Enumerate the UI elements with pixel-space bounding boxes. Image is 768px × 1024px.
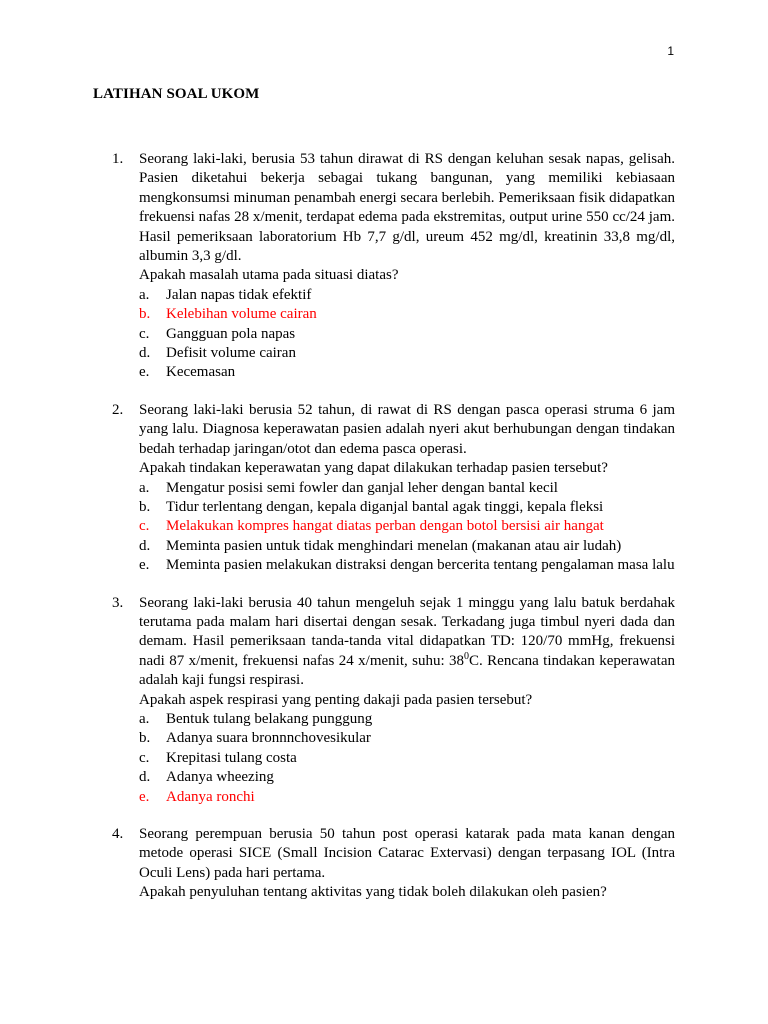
option-text: Defisit volume cairan: [166, 345, 296, 362]
option-c: [139, 325, 675, 344]
question-1: [0, 150, 768, 383]
option-d: [139, 344, 675, 363]
option-text: Jalan napas tidak efektif: [166, 286, 312, 303]
option-text: Kecemasan: [166, 364, 236, 381]
stem-text-continued: C. Rencana tindakan keperawatan adalah kaji fungsi respirasi.: [139, 652, 675, 689]
question-list: [0, 150, 768, 921]
option-letter: a.: [139, 286, 150, 303]
option-text: Gangguan pola napas: [166, 325, 296, 342]
question-body: [139, 594, 675, 807]
option-b: [139, 498, 675, 517]
option-d: [139, 768, 675, 787]
option-text: Meminta pasien melakukan distraksi dengan bercerita tentang pengalaman masa lalu: [166, 557, 675, 574]
question-body: [139, 401, 675, 576]
question-prompt: Apakah penyuluhan tentang aktivitas yang tidak boleh dilakukan oleh pasien?: [139, 884, 607, 901]
option-letter: a.: [139, 710, 150, 727]
option-letter: d.: [139, 537, 151, 554]
page-number: 1: [667, 44, 674, 58]
question-number: 2.: [112, 401, 124, 418]
option-text: Adanya wheezing: [166, 769, 274, 786]
option-text: Meminta pasien untuk tidak menghindari menelan (makanan atau air ludah): [166, 537, 622, 554]
option-e: [139, 556, 675, 575]
option-text: Melakukan kompres hangat diatas perban dengan botol bersisi air hangat: [166, 518, 604, 535]
option-text: Krepitasi tulang costa: [166, 749, 297, 766]
option-letter: e.: [139, 788, 150, 805]
option-list: [139, 479, 675, 576]
option-letter: c.: [139, 749, 150, 766]
question-3: [0, 594, 768, 807]
option-letter: d.: [139, 769, 151, 786]
option-letter: c.: [139, 518, 150, 535]
option-c: [139, 517, 675, 536]
option-letter: a.: [139, 479, 150, 496]
option-b: [139, 305, 675, 324]
question-number: 1.: [112, 151, 124, 167]
option-b: [139, 729, 675, 748]
question-stem: [139, 594, 675, 691]
option-letter: b.: [139, 498, 151, 515]
stem-text: Seorang laki-laki berusia 40 tahun mengeluh sejak 1 minggu yang lalu batuk berdahak terutama pada malam hari disertai dengan sesak. Terkadang juga timbul nyeri dada dan demam. Hasil pemeriksaan tanda-tanda vital didapatkan TD: 120/70 mmHg, frekuensi nadi 87 x/menit, frekuensi nafas 24 x/menit, suhu: 38: [139, 594, 675, 669]
question-stem: Seorang perempuan berusia 50 tahun post operasi katarak pada mata kanan dengan metode operasi SICE (Small Incision Catarac Extervasi) dengan terpasang IOL (Intra Oculi Lens) pada hari pertama.: [139, 826, 675, 881]
option-d: [139, 537, 675, 556]
option-list: [139, 286, 675, 383]
question-body: [139, 150, 675, 383]
question-prompt: Apakah masalah utama pada situasi diatas?: [139, 267, 399, 284]
option-text: Bentuk tulang belakang punggung: [166, 710, 373, 727]
option-a: [139, 286, 675, 305]
option-letter: c.: [139, 325, 150, 342]
option-list: [139, 710, 675, 807]
question-number: 3.: [112, 594, 124, 611]
option-c: [139, 749, 675, 768]
option-a: [139, 710, 675, 729]
option-letter: e.: [139, 364, 150, 381]
question-prompt: Apakah tindakan keperawatan yang dapat dilakukan terhadap pasien tersebut?: [139, 460, 608, 477]
option-text: Kelebihan volume cairan: [166, 306, 317, 323]
option-e: [139, 788, 675, 807]
option-text: Mengatur posisi semi fowler dan ganjal leher dengan bantal kecil: [166, 479, 558, 496]
question-prompt: Apakah aspek respirasi yang penting dakaji pada pasien tersebut?: [139, 691, 533, 708]
question-stem: Seorang laki-laki, berusia 53 tahun dirawat di RS dengan keluhan sesak napas, gelisah. Pasien diketahui bekerja sebagai tukang bangunan, yang memiliki kebiasaan mengkonsumsi minuman penambah energi secara berlebih. Pemeriksaan fisik didapatkan frekuensi nafas 28 x/menit, terdapat edema pada ekstremitas, output urine 550 cc/24 jam. Hasil pemeriksaan laboratorium Hb 7,7 g/dl, ureum 452 mg/dl, kreatinin 33,8 mg/dl, albumin 3,3 g/dl.: [139, 151, 675, 265]
question-4: [0, 825, 768, 903]
option-letter: d.: [139, 345, 151, 362]
option-text: Adanya ronchi: [166, 788, 255, 805]
option-a: [139, 479, 675, 498]
question-2: [0, 401, 768, 576]
option-letter: b.: [139, 306, 151, 323]
option-e: [139, 363, 675, 382]
option-text: Tidur terlentang dengan, kepala diganjal bantal agak tinggi, kepala fleksi: [166, 498, 604, 515]
question-number: 4.: [112, 826, 124, 842]
option-text: Adanya suara bronnnchovesikular: [166, 730, 371, 747]
document-title: LATIHAN SOAL UKOM: [93, 86, 260, 102]
option-letter: e.: [139, 557, 150, 574]
option-letter: b.: [139, 730, 151, 747]
degree-superscript: 0: [464, 650, 470, 662]
question-stem: Seorang laki-laki berusia 52 tahun, di rawat di RS dengan pasca operasi struma 6 jam yang lalu. Diagnosa keperawatan pasien adalah nyeri akut berhubungan dengan tindakan bedah terhadap jaringan/otot dan edema pasca operasi.: [139, 401, 675, 457]
question-body: [139, 825, 675, 903]
